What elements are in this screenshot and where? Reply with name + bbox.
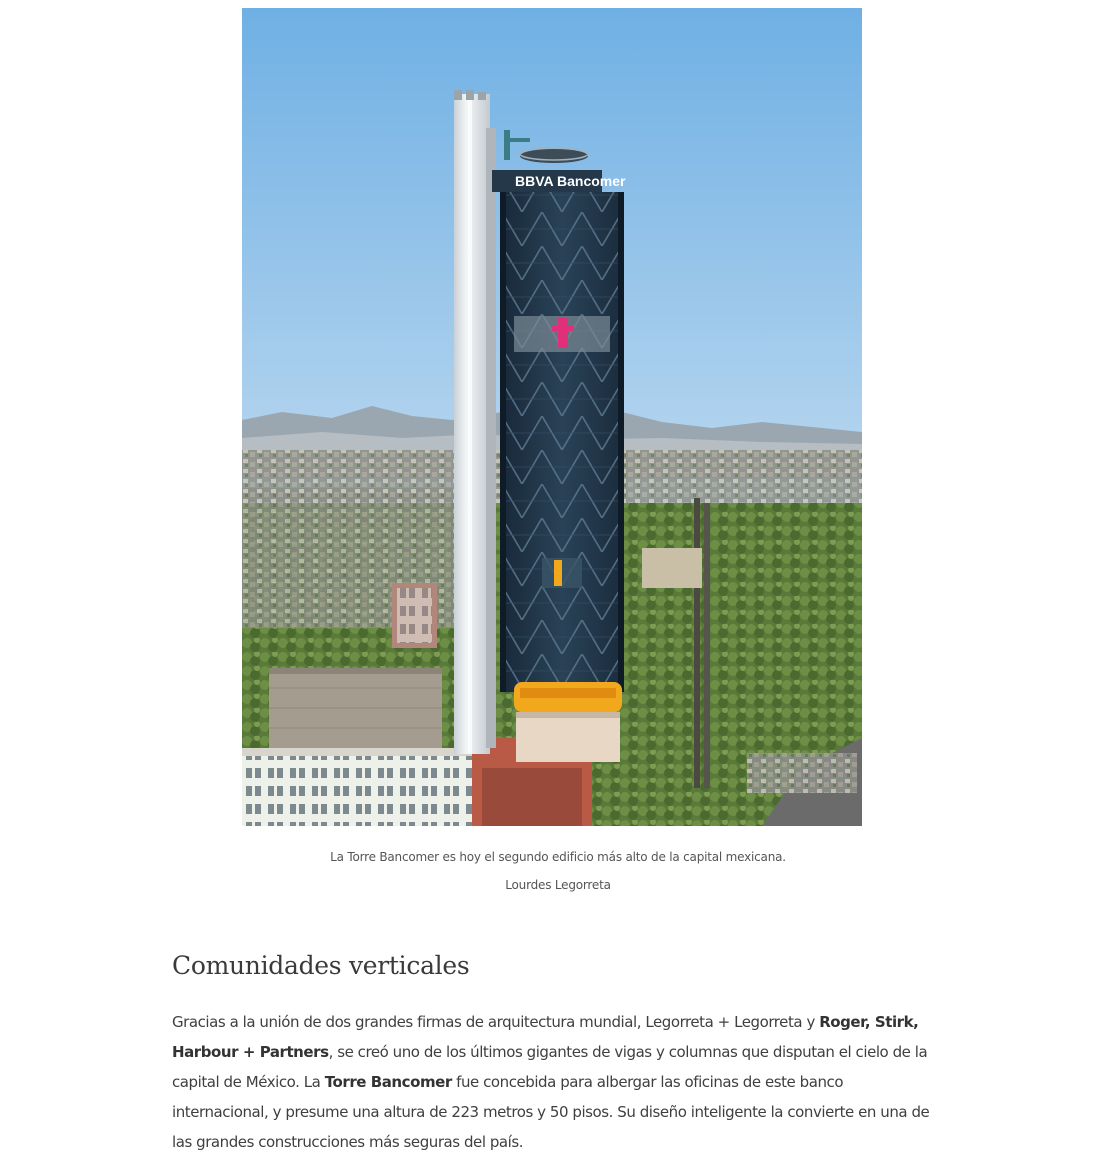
gray-building <box>269 668 442 753</box>
article-text: fue concebida para albergar las oficinas de este banco internacional, y presume una altura de 223 metros y 50 pisos. Su diseño inteligente la convierte en una de las grandes construcciones más seguras del país. <box>172 1073 930 1151</box>
helipad <box>520 149 588 163</box>
photo-credit: Lourdes Legorreta <box>505 878 611 892</box>
pink-sculpture <box>558 318 568 348</box>
article-text: Gracias a la unión de dos grandes firmas de arquitectura mundial, Legorreta + Legorreta y <box>172 1013 820 1031</box>
article-text: , se creó uno de los últimos gigantes de vigas y columnas que disputan el cielo de la capital de México. La <box>172 1043 928 1091</box>
building-name: Torre Bancomer <box>324 1073 452 1091</box>
section-title: Comunidades verticales <box>172 951 470 980</box>
tower-photo <box>242 8 862 826</box>
photo-caption: La Torre Bancomer es hoy el segundo edificio más alto de la capital mexicana. <box>330 850 786 864</box>
white-building <box>242 753 482 826</box>
building-sign: BBVA Bancomer <box>515 173 626 189</box>
article-paragraph <box>172 1007 942 1157</box>
architect-name: Roger, Stirk, Harbour + Partners <box>172 1013 919 1061</box>
